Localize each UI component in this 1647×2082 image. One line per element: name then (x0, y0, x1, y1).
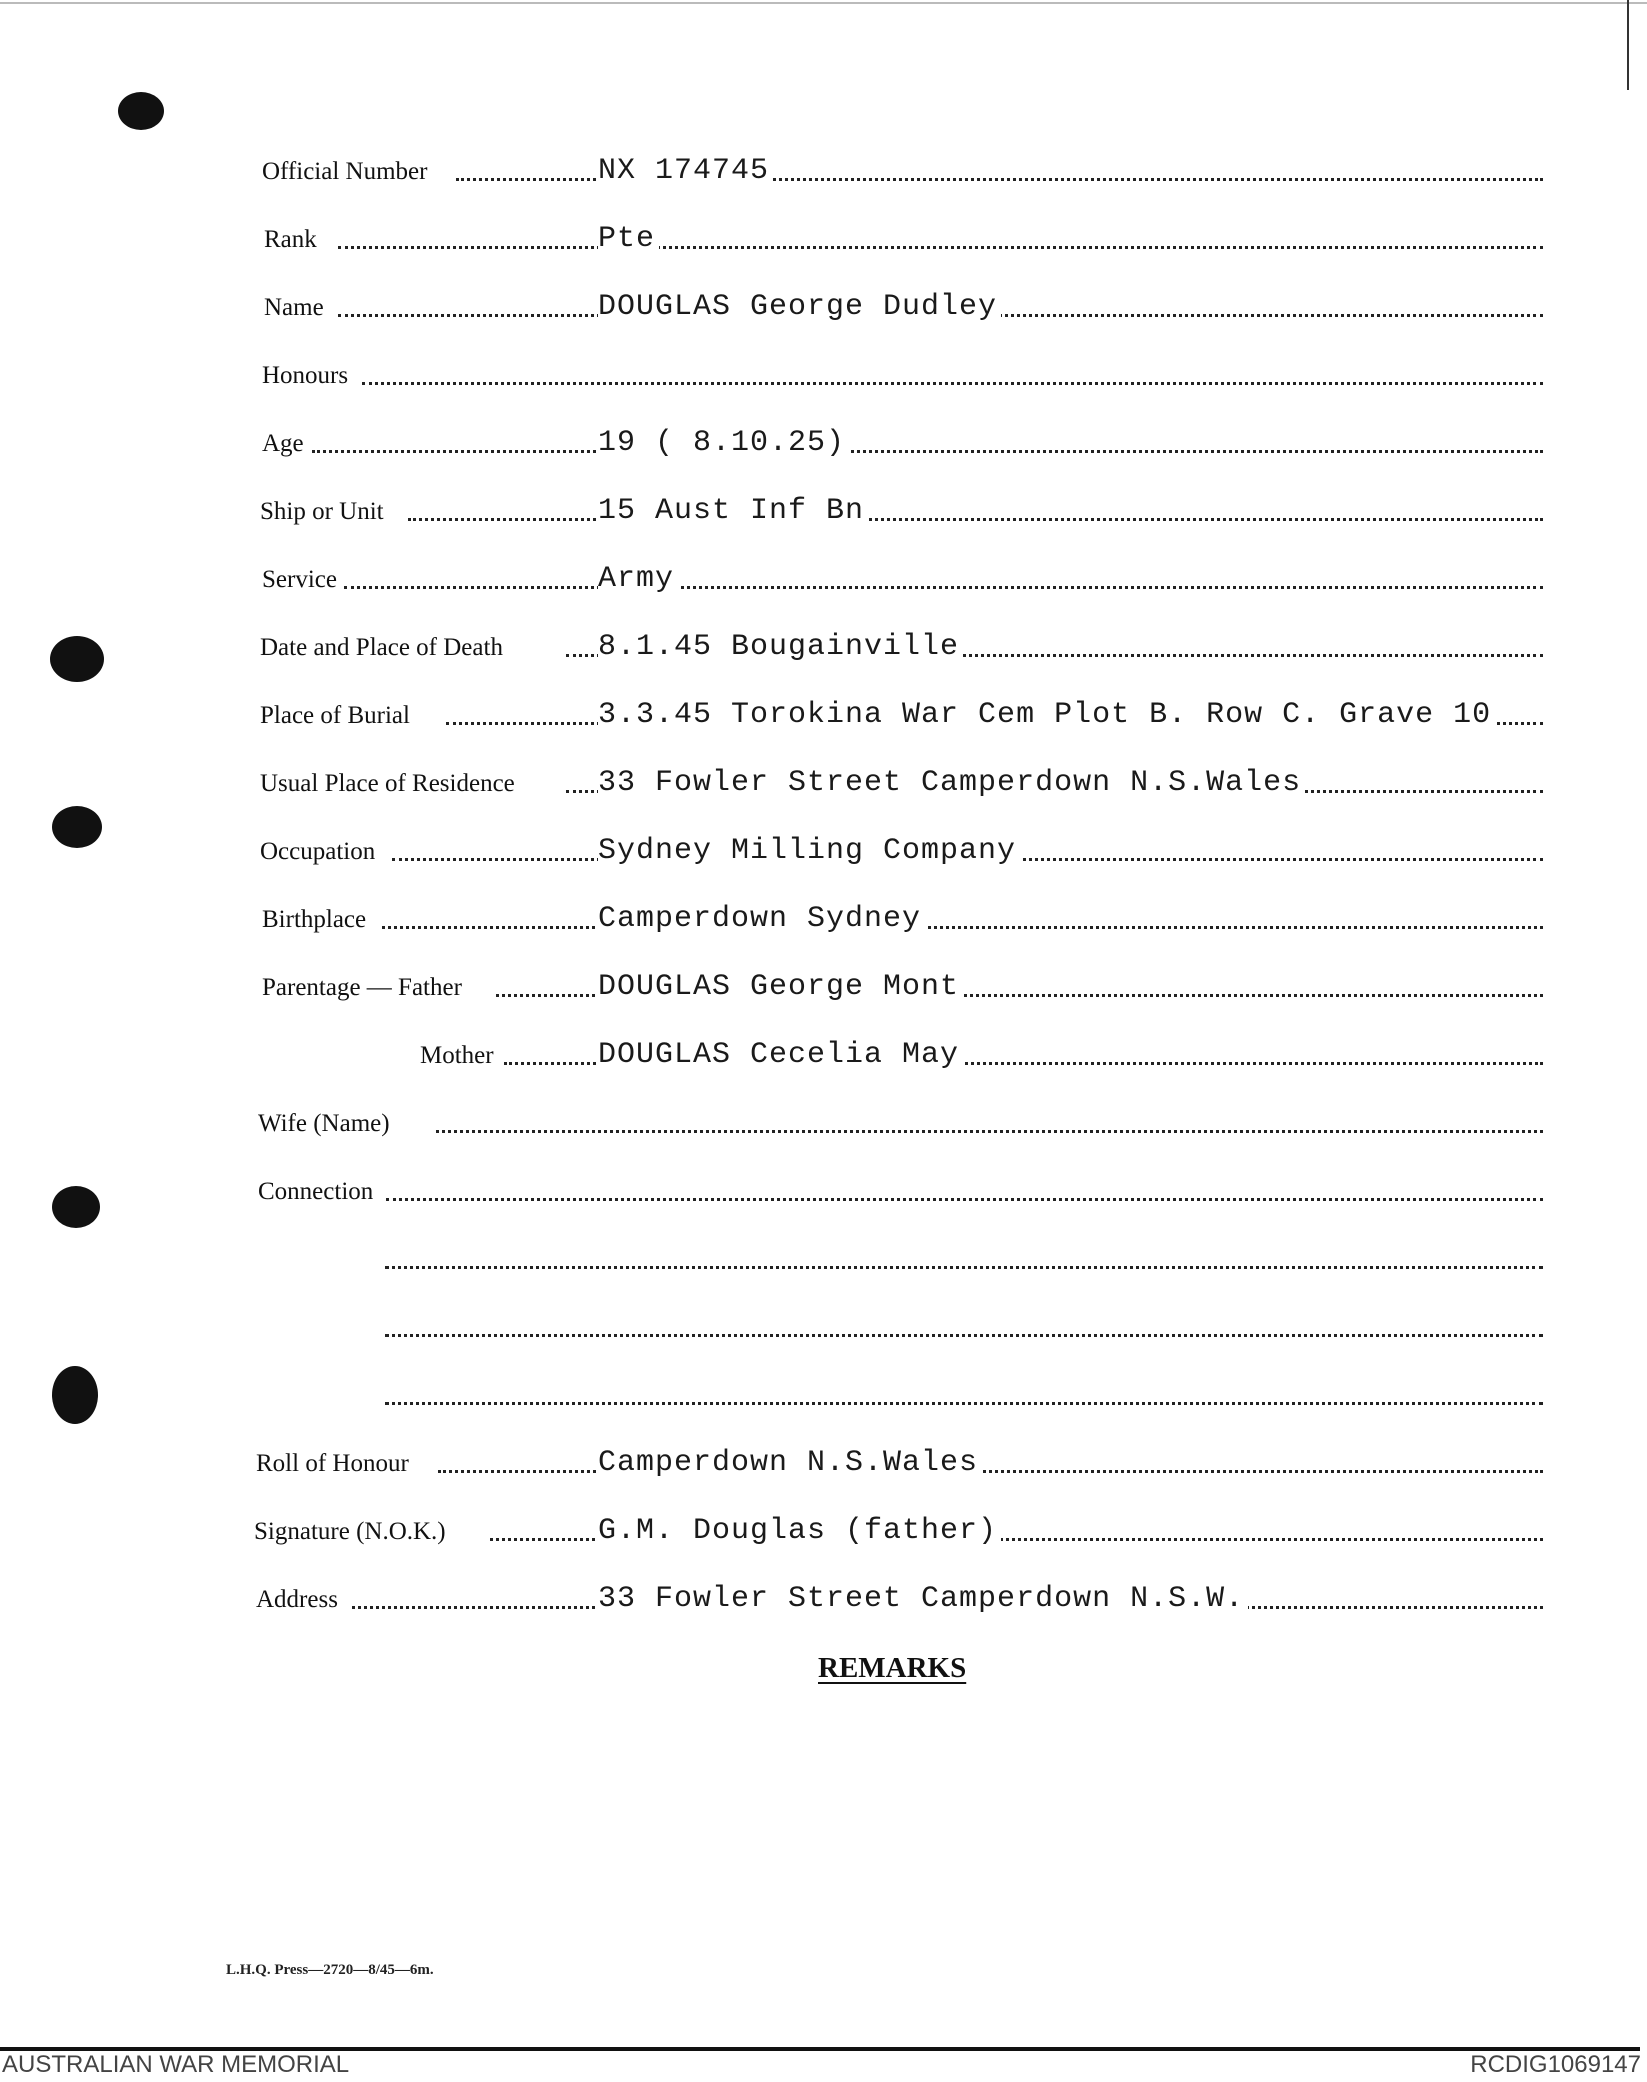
field-value: 33 Fowler Street Camperdown N.S.W. (598, 1584, 1248, 1614)
field-row (0, 830, 1647, 870)
field-label: Name (264, 294, 324, 321)
field-row (0, 1510, 1647, 1550)
field-label: Birthplace (262, 906, 367, 933)
field-value: DOUGLAS George Dudley (598, 292, 1001, 322)
field-label: Connection (258, 1178, 374, 1205)
field-value: Army (598, 564, 678, 594)
field-label: Usual Place of Residence (260, 770, 515, 797)
field-value: 15 Aust Inf Bn (598, 496, 868, 526)
field-label: Date and Place of Death (260, 634, 503, 661)
field-value: Camperdown N.S.Wales (598, 1448, 982, 1478)
printer-note: L.H.Q. Press—2720—8/45—6m. (226, 1962, 434, 1978)
dotted-leader (436, 1130, 1543, 1133)
field-row (0, 966, 1647, 1006)
field-value: G.M. Douglas (father) (598, 1516, 1001, 1546)
field-row (0, 1306, 1647, 1346)
right-edge-line (1627, 0, 1629, 90)
field-label: Rank (264, 226, 317, 253)
field-label: Place of Burial (260, 702, 410, 729)
field-row (0, 218, 1647, 258)
field-label: Wife (Name) (258, 1110, 390, 1137)
field-label: Service (262, 566, 337, 593)
dotted-leader (312, 450, 1543, 453)
punch-hole-1 (118, 92, 164, 130)
field-label: Occupation (260, 838, 376, 865)
field-label: Ship or Unit (260, 498, 384, 525)
field-label: Mother (420, 1042, 494, 1069)
field-row (0, 354, 1647, 394)
field-label: Honours (262, 362, 349, 389)
field-row (0, 1442, 1647, 1482)
dotted-leader (362, 382, 1543, 385)
dotted-leader (385, 1402, 1543, 1405)
field-row (0, 286, 1647, 326)
field-value: 8.1.45 Bougainville (598, 632, 963, 662)
dotted-leader (338, 246, 1543, 249)
field-label: Official Number (262, 158, 428, 185)
field-row (0, 898, 1647, 938)
field-row (0, 1238, 1647, 1278)
field-label: Address (256, 1586, 338, 1613)
dotted-leader (382, 926, 1543, 929)
field-value: 3.3.45 Torokina War Cem Plot B. Row C. Grave 10 (598, 700, 1495, 730)
field-row (0, 422, 1647, 462)
dotted-leader (386, 1198, 1543, 1201)
field-row (0, 1374, 1647, 1414)
field-value: DOUGLAS Cecelia May (598, 1040, 963, 1070)
field-value: NX 174745 (598, 156, 773, 186)
field-label: Roll of Honour (256, 1450, 409, 1477)
field-row (0, 558, 1647, 598)
field-value: Pte (598, 224, 659, 254)
dotted-leader (385, 1266, 1543, 1269)
dotted-leader (408, 518, 1543, 521)
field-label: Parentage — Father (262, 974, 462, 1001)
field-row (0, 490, 1647, 530)
field-row (0, 1034, 1647, 1074)
field-value: Sydney Milling Company (598, 836, 1020, 866)
field-row (0, 762, 1647, 802)
field-label: Age (262, 430, 304, 457)
field-row (0, 1102, 1647, 1142)
footer-record-id: RCDIG1069147 (1470, 2051, 1641, 2078)
remarks-heading: REMARKS (818, 1652, 967, 1684)
footer-institution: AUSTRALIAN WAR MEMORIAL (2, 2051, 350, 2078)
top-edge-line (0, 2, 1647, 4)
field-row (0, 1578, 1647, 1618)
dotted-leader (385, 1334, 1543, 1337)
field-row (0, 626, 1647, 666)
dotted-leader (344, 586, 1543, 589)
field-value: 19 ( 8.10.25) (598, 428, 849, 458)
field-row (0, 1170, 1647, 1210)
field-value: Camperdown Sydney (598, 904, 925, 934)
field-value: 33 Fowler Street Camperdown N.S.Wales (598, 768, 1305, 798)
field-row (0, 150, 1647, 190)
field-label: Signature (N.O.K.) (254, 1518, 446, 1545)
field-value: DOUGLAS George Mont (598, 972, 963, 1002)
field-row (0, 694, 1647, 734)
